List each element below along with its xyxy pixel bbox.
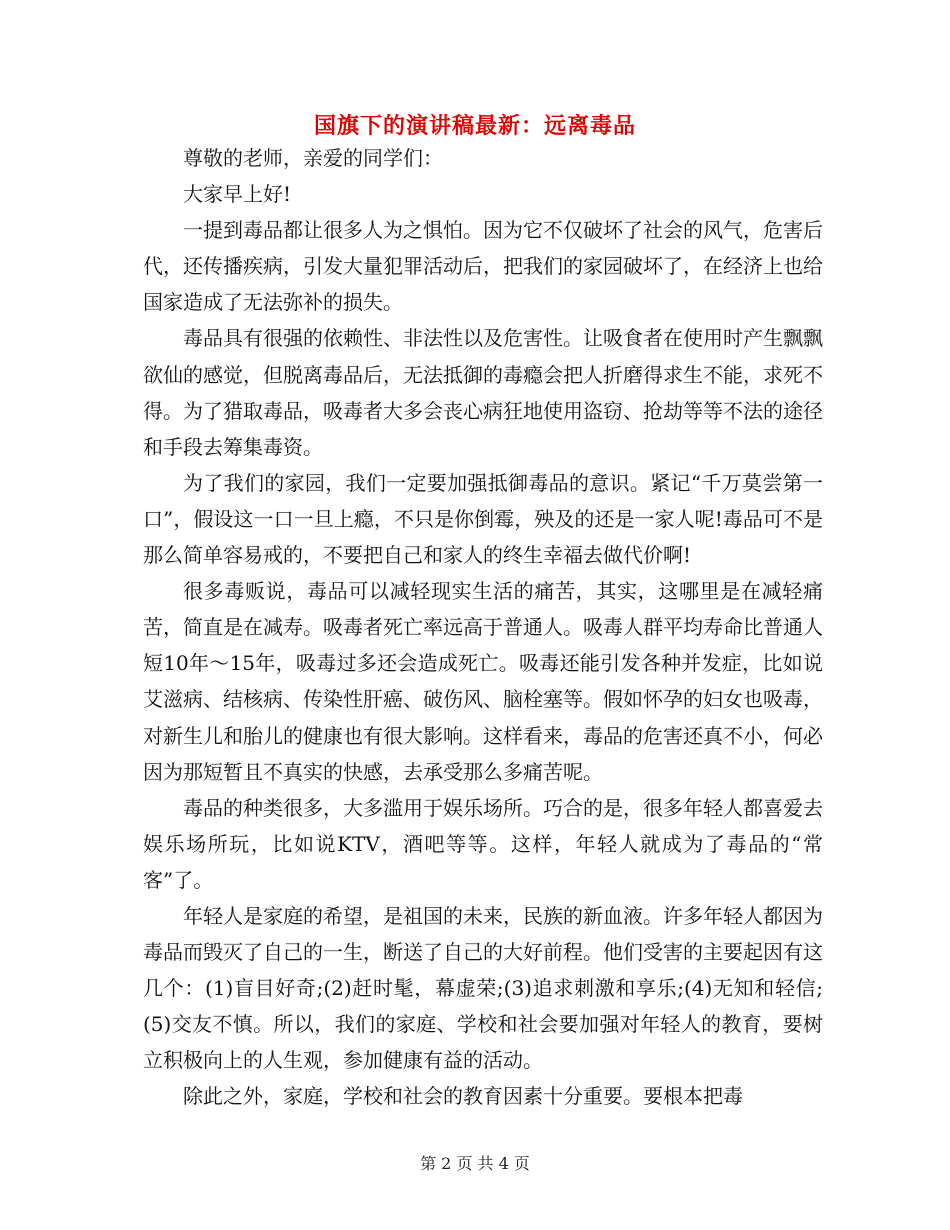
paragraph: 毒品具有很强的依赖性、非法性以及危害性。让吸食者在使用时产生飘飘欲仙的感觉，但脱离毒品后，无法抵御的毒瘾会把人折磨得求生不能，求死不得。为了猎取毒品，吸毒者大多会丧心病狂地使用盗窃、抢劫等等不法的途径和手段去筹集毒资。 [143,326,823,459]
paragraph: 年轻人是家庭的希望，是祖国的未来，民族的新血液。许多年轻人都因为毒品而毁灭了自己的一生，断送了自己的大好前程。他们受害的主要起因有这几个：(1)盲目好奇;(2)赶时髦，幕虚荣;(3)追求刺激和享乐;(4)无知和轻信;(5)交友不慎。所以，我们的家庭、学校和社会要加强对年轻人的教育，要树立积极向上的人生观，参加健康有益的活动。 [143,903,823,1073]
paragraph: 很多毒贩说，毒品可以减轻现实生活的痛苦，其实，这哪里是在减轻痛苦，简直是在减寿。吸毒者死亡率远高于普通人。吸毒人群平均寿命比普通人短10年～15年，吸毒过多还会造成死亡。吸毒还能引发各种并发症，比如说艾滋病、结核病、传染性肝癌、破伤风、脑栓塞等。假如怀孕的妇女也吸毒，对新生儿和胎儿的健康也有很大影响。这样看来，毒品的危害还真不小，何必因为那短暂且不真实的快感，去承受那么多痛苦呢。 [143,579,823,784]
paragraph: 大家早上好! [183,182,292,207]
paragraph: 为了我们的家园，我们一定要加强抵御毒品的意识。紧记“千万莫尝第一口”，假设这一口一旦上瘾，不只是你倒霉，殃及的还是一家人呢!毒品可不是那么简单容易戒的，不要把自己和家人的终生幸福去做代价啊! [143,470,823,568]
document-title: 国旗下的演讲稿最新：远离毒品 [313,113,636,139]
document-body [143,140,823,1115]
paragraph: 除此之外，家庭，学校和社会的教育因素十分重要。要根本把毒 [183,1084,743,1109]
paragraph: 尊敬的老师，亲爱的同学们： [183,146,443,170]
page-footer: 第 2 页 共 4 页 [420,1154,530,1173]
paragraph: 毒品的种类很多，大多滥用于娱乐场所。巧合的是，很多年轻人都喜爱去娱乐场所玩，比如说KTV，酒吧等等。这样，年轻人就成为了毒品的“常客”了。 [143,795,823,892]
paragraph: 一提到毒品都让很多人为之惧怕。因为它不仅破坏了社会的风气，危害后代，还传播疾病，引发大量犯罪活动后，把我们的家园破坏了，在经济上也给国家造成了无法弥补的损失。 [143,218,823,315]
